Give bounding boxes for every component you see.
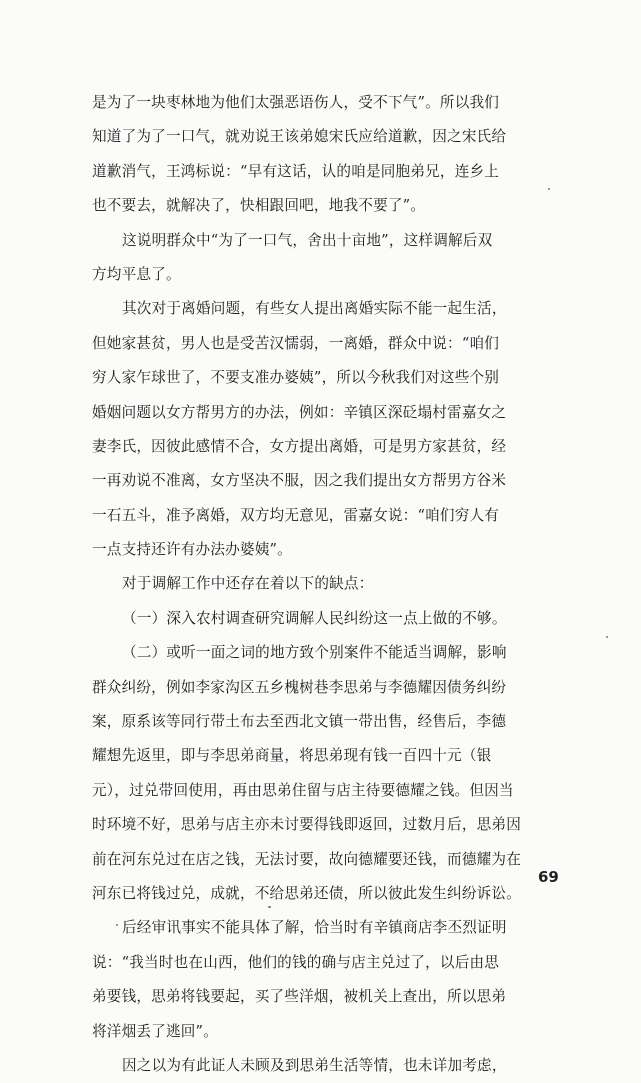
text-line: 后经审讯事实不能具体了解，恰当时有辛镇商店李丕烈证明 <box>122 919 507 937</box>
text-line: 妻李氏，因彼此感情不合，女方提出离婚，可是男方家甚贫，经 <box>92 437 507 455</box>
text-line: 但她家甚贫，男人也是受苦汉懦弱，一离婚，群众中说：“咱们 <box>92 334 500 352</box>
page-number: 69 <box>538 868 559 886</box>
text-line: 婚姻问题以女方帮男方的办法，例如：辛镇区深砭塌村雷嘉女之 <box>92 403 507 421</box>
text-line: 是为了一块枣林地为他们太强恶语伤人，受不下气”。所以我们 <box>92 94 500 111</box>
text-line: 说：“我当时也在山西，他们的钱的确与店主兑过了，以后由思 <box>92 953 500 971</box>
text-line: （二）或听一面之词的地方致个别案件不能适当调解，影响 <box>122 644 507 662</box>
text-line: 因之以为有此证人未顾及到思弟生活等情，也未详加考虑， <box>122 1056 507 1074</box>
text-line: 河东已将钱过兑，成就，不给思弟还债，所以彼此发生纠纷诉讼。 <box>92 884 522 902</box>
body-text <box>92 86 588 1083</box>
text-line: 这说明群众中“为了一口气，舍出十亩地”，这样调解后双 <box>122 231 493 249</box>
text-line: 前在河东兑过在店之钱，无法讨要，故向德耀要还钱，而德耀为在 <box>92 850 522 868</box>
text-line: 元），过兑带回使用，再由思弟住留与店主待要德耀之钱。但因当 <box>92 781 514 799</box>
text-line: （一）深入农村调查研究调解人民纠纷这一点上做的不够。 <box>122 609 507 627</box>
scan-speck <box>116 924 118 926</box>
text-line: 将洋烟丢了逃回”。 <box>92 1022 219 1040</box>
text-line: 方均平息了。 <box>92 265 181 283</box>
scan-speck <box>606 636 608 638</box>
text-line: 弟要钱，思弟将钱要起，买了些洋烟，被机关上查出，所以思弟 <box>92 988 507 1006</box>
text-line: 知道了为了一口气，就劝说王该弟媳宋氏应给道歉，因之宋氏给 <box>92 128 507 146</box>
text-line: 一再劝说不准离，女方坚决不服，因之我们提出女方帮男方谷米 <box>92 472 507 490</box>
text-line: 其次对于离婚问题，有些女人提出离婚实际不能一起生活， <box>122 300 507 318</box>
text-line: 一点支持还许有办法办婆姨”。 <box>92 541 292 559</box>
scan-speck <box>268 906 271 908</box>
text-line: 耀想先返里，即与李思弟商量，将思弟现有钱一百四十元（银 <box>92 747 492 765</box>
text-line: 案，原系该等同行带土布去至西北文镇一带出售，经售后，李德 <box>92 713 507 731</box>
scan-speck <box>548 188 550 190</box>
text-line: 对于调解工作中还存在着以下的缺点： <box>122 575 374 593</box>
text-line: 道歉消气，王鸿标说：“早有这话，认的咱是同胞弟兄，连乡上 <box>92 162 500 180</box>
text-line: 时环境不好，思弟与店主亦未讨要得钱即返回，过数月后，思弟因 <box>92 816 522 834</box>
text-line: 一石五斗，准予离婚，双方均无意见，雷嘉女说：“咱们穷人有 <box>92 506 500 524</box>
text-line: 群众纠纷，例如李家沟区五乡槐树巷李思弟与李德耀因债务纠纷 <box>92 678 507 696</box>
text-line: 也不要去，就解决了，快相跟回吧，地我不要了”。 <box>92 197 426 215</box>
text-line: 穷人家乍球世了，不要支准办婆姨”，所以今秋我们对这些个别 <box>92 369 500 387</box>
